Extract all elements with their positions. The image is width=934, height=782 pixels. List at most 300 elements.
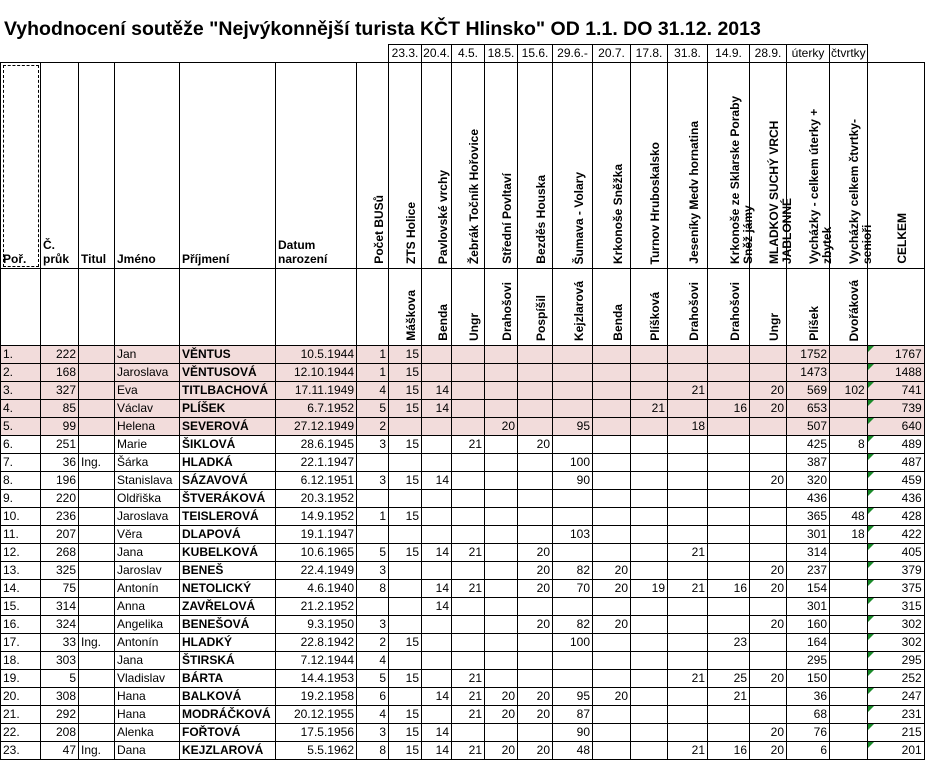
cell-event-points[interactable]: 15 xyxy=(389,742,422,760)
cell-event-points[interactable]: 14 xyxy=(422,580,452,598)
cell-event-points[interactable] xyxy=(422,454,452,472)
cell-event-points[interactable] xyxy=(593,364,631,382)
cell-event-points[interactable] xyxy=(518,670,553,688)
cell-event-points[interactable] xyxy=(553,544,593,562)
cell-walks-tuesday[interactable]: 653 xyxy=(787,400,830,418)
cell-event-points[interactable] xyxy=(668,562,708,580)
cell-event-points[interactable] xyxy=(668,598,708,616)
cell-event-points[interactable] xyxy=(422,364,452,382)
cell-birth-date[interactable]: 17.11.1949 xyxy=(276,382,357,400)
header-bus-count[interactable] xyxy=(357,63,389,269)
cell-event-points[interactable] xyxy=(631,598,668,616)
cell-walks-tuesday[interactable]: 314 xyxy=(787,544,830,562)
cell-event-points[interactable] xyxy=(708,346,750,364)
cell-event-points[interactable]: 15 xyxy=(389,346,422,364)
cell-event-points[interactable] xyxy=(631,526,668,544)
cell-event-points[interactable] xyxy=(485,490,518,508)
event-leader[interactable] xyxy=(389,269,422,346)
cell-event-points[interactable]: 90 xyxy=(553,472,593,490)
cell-event-points[interactable]: 82 xyxy=(553,562,593,580)
cell-event-points[interactable]: 15 xyxy=(389,472,422,490)
cell-total[interactable]: 379 xyxy=(867,562,924,580)
cell-birth-date[interactable]: 12.10.1944 xyxy=(276,364,357,382)
cell-walks-tuesday[interactable]: 68 xyxy=(787,706,830,724)
cell-first-name[interactable]: Eva xyxy=(115,382,180,400)
cell-event-points[interactable] xyxy=(631,472,668,490)
cell-event-points[interactable] xyxy=(422,670,452,688)
cell-bus-count[interactable]: 4 xyxy=(357,652,389,670)
cell-first-name[interactable]: Stanislava xyxy=(115,472,180,490)
cell-event-points[interactable]: 16 xyxy=(708,580,750,598)
cell-event-points[interactable] xyxy=(593,634,631,652)
cell-event-points[interactable] xyxy=(389,688,422,706)
cell-event-points[interactable]: 21 xyxy=(668,742,708,760)
event-leader[interactable] xyxy=(422,269,452,346)
cell-walks-thursday[interactable] xyxy=(830,472,868,490)
cell-event-points[interactable]: 20 xyxy=(485,688,518,706)
cell-card-number[interactable]: 208 xyxy=(41,724,79,742)
cell-rank[interactable]: 11. xyxy=(1,526,41,544)
cell-event-points[interactable] xyxy=(631,364,668,382)
cell-walks-tuesday[interactable]: 301 xyxy=(787,526,830,544)
cell-event-points[interactable] xyxy=(518,652,553,670)
cell-event-points[interactable] xyxy=(631,436,668,454)
cell-event-points[interactable] xyxy=(452,382,485,400)
cell-event-points[interactable] xyxy=(668,634,708,652)
cell-card-number[interactable]: 99 xyxy=(41,418,79,436)
cell-card-number[interactable]: 220 xyxy=(41,490,79,508)
empty-cell[interactable] xyxy=(1,269,41,346)
cell-rank[interactable]: 2. xyxy=(1,364,41,382)
cell-card-number[interactable]: 268 xyxy=(41,544,79,562)
event-leader[interactable] xyxy=(750,269,787,346)
cell-walks-tuesday[interactable]: 160 xyxy=(787,616,830,634)
cell-walks-tuesday[interactable]: 150 xyxy=(787,670,830,688)
cell-rank[interactable]: 15. xyxy=(1,598,41,616)
cell-total[interactable]: 640 xyxy=(867,418,924,436)
cell-event-points[interactable] xyxy=(518,472,553,490)
event-date[interactable]: úterky xyxy=(787,45,830,63)
cell-event-points[interactable]: 20 xyxy=(593,616,631,634)
cell-surname[interactable]: KUBELKOVÁ xyxy=(180,544,276,562)
cell-title[interactable] xyxy=(79,382,115,400)
cell-title[interactable] xyxy=(79,706,115,724)
cell-event-points[interactable]: 20 xyxy=(750,616,787,634)
cell-event-points[interactable] xyxy=(631,508,668,526)
cell-event-points[interactable] xyxy=(452,526,485,544)
cell-event-points[interactable] xyxy=(750,346,787,364)
cell-event-points[interactable]: 16 xyxy=(708,400,750,418)
cell-event-points[interactable] xyxy=(593,670,631,688)
cell-walks-thursday[interactable] xyxy=(830,490,868,508)
event-date[interactable]: 20.4. xyxy=(422,45,452,63)
cell-event-points[interactable] xyxy=(518,724,553,742)
cell-event-points[interactable]: 70 xyxy=(553,580,593,598)
cell-event-points[interactable]: 20 xyxy=(485,418,518,436)
cell-birth-date[interactable]: 4.6.1940 xyxy=(276,580,357,598)
cell-surname[interactable]: BALKOVÁ xyxy=(180,688,276,706)
cell-event-points[interactable] xyxy=(452,418,485,436)
cell-rank[interactable]: 1. xyxy=(1,346,41,364)
cell-event-points[interactable] xyxy=(593,472,631,490)
cell-event-points[interactable] xyxy=(668,436,708,454)
cell-card-number[interactable]: 222 xyxy=(41,346,79,364)
cell-walks-thursday[interactable] xyxy=(830,616,868,634)
event-date[interactable]: 29.6.- xyxy=(553,45,593,63)
cell-rank[interactable]: 6. xyxy=(1,436,41,454)
cell-event-points[interactable] xyxy=(593,400,631,418)
cell-first-name[interactable]: Jaroslava xyxy=(115,364,180,382)
cell-event-points[interactable] xyxy=(422,634,452,652)
cell-event-points[interactable]: 14 xyxy=(422,598,452,616)
cell-first-name[interactable]: Věra xyxy=(115,526,180,544)
cell-birth-date[interactable]: 19.1.1947 xyxy=(276,526,357,544)
cell-walks-tuesday[interactable]: 320 xyxy=(787,472,830,490)
cell-surname[interactable]: MODRÁČKOVÁ xyxy=(180,706,276,724)
cell-event-points[interactable]: 100 xyxy=(553,634,593,652)
empty-cell[interactable] xyxy=(867,269,924,346)
cell-total[interactable]: 405 xyxy=(867,544,924,562)
cell-title[interactable]: Ing. xyxy=(79,454,115,472)
cell-walks-thursday[interactable] xyxy=(830,724,868,742)
event-leader[interactable] xyxy=(668,269,708,346)
cell-event-points[interactable] xyxy=(452,562,485,580)
cell-total[interactable]: 1767 xyxy=(867,346,924,364)
cell-rank[interactable]: 23. xyxy=(1,742,41,760)
cell-walks-thursday[interactable] xyxy=(830,742,868,760)
cell-birth-date[interactable]: 27.12.1949 xyxy=(276,418,357,436)
cell-first-name[interactable]: Jana xyxy=(115,544,180,562)
cell-walks-tuesday[interactable]: 387 xyxy=(787,454,830,472)
cell-rank[interactable]: 9. xyxy=(1,490,41,508)
cell-event-points[interactable]: 21 xyxy=(452,436,485,454)
cell-first-name[interactable]: Angelika xyxy=(115,616,180,634)
cell-event-points[interactable]: 21 xyxy=(708,688,750,706)
cell-event-points[interactable]: 14 xyxy=(422,400,452,418)
cell-bus-count[interactable]: 5 xyxy=(357,544,389,562)
cell-title[interactable] xyxy=(79,526,115,544)
cell-event-points[interactable] xyxy=(518,490,553,508)
cell-title[interactable] xyxy=(79,580,115,598)
cell-event-points[interactable] xyxy=(518,364,553,382)
cell-bus-count[interactable]: 3 xyxy=(357,724,389,742)
event-date[interactable]: 18.5. xyxy=(485,45,518,63)
cell-card-number[interactable]: 303 xyxy=(41,652,79,670)
cell-event-points[interactable] xyxy=(750,652,787,670)
cell-birth-date[interactable]: 5.5.1962 xyxy=(276,742,357,760)
cell-event-points[interactable] xyxy=(452,724,485,742)
header-event[interactable] xyxy=(485,63,518,269)
event-leader[interactable] xyxy=(518,269,553,346)
cell-first-name[interactable]: Jaroslava xyxy=(115,508,180,526)
cell-event-points[interactable]: 20 xyxy=(485,742,518,760)
cell-total[interactable]: 741 xyxy=(867,382,924,400)
cell-event-points[interactable] xyxy=(389,616,422,634)
cell-card-number[interactable]: 324 xyxy=(41,616,79,634)
cell-card-number[interactable]: 251 xyxy=(41,436,79,454)
cell-event-points[interactable] xyxy=(452,652,485,670)
header-title[interactable]: Titul xyxy=(79,63,115,269)
cell-rank[interactable]: 5. xyxy=(1,418,41,436)
cell-total[interactable]: 215 xyxy=(867,724,924,742)
cell-surname[interactable]: BENEŠ xyxy=(180,562,276,580)
cell-event-points[interactable] xyxy=(593,598,631,616)
cell-walks-thursday[interactable] xyxy=(830,580,868,598)
cell-event-points[interactable]: 21 xyxy=(452,580,485,598)
cell-card-number[interactable]: 314 xyxy=(41,598,79,616)
cell-title[interactable]: Ing. xyxy=(79,634,115,652)
cell-event-points[interactable] xyxy=(708,364,750,382)
cell-total[interactable]: 428 xyxy=(867,508,924,526)
cell-event-points[interactable] xyxy=(750,508,787,526)
cell-event-points[interactable]: 15 xyxy=(389,382,422,400)
cell-card-number[interactable]: 5 xyxy=(41,670,79,688)
cell-event-points[interactable] xyxy=(668,652,708,670)
cell-event-points[interactable] xyxy=(593,526,631,544)
cell-first-name[interactable]: Anna xyxy=(115,598,180,616)
cell-event-points[interactable] xyxy=(708,652,750,670)
cell-event-points[interactable]: 21 xyxy=(668,544,708,562)
cell-event-points[interactable] xyxy=(750,526,787,544)
cell-walks-tuesday[interactable]: 425 xyxy=(787,436,830,454)
cell-bus-count[interactable]: 8 xyxy=(357,742,389,760)
cell-walks-tuesday[interactable]: 436 xyxy=(787,490,830,508)
cell-surname[interactable]: DLAPOVÁ xyxy=(180,526,276,544)
cell-event-points[interactable]: 48 xyxy=(553,742,593,760)
cell-walks-tuesday[interactable]: 6 xyxy=(787,742,830,760)
cell-event-points[interactable]: 20 xyxy=(750,670,787,688)
cell-event-points[interactable]: 21 xyxy=(452,688,485,706)
cell-event-points[interactable] xyxy=(422,526,452,544)
cell-event-points[interactable] xyxy=(485,616,518,634)
cell-event-points[interactable] xyxy=(750,688,787,706)
cell-event-points[interactable] xyxy=(631,670,668,688)
cell-rank[interactable]: 10. xyxy=(1,508,41,526)
cell-surname[interactable]: KEJZLAROVÁ xyxy=(180,742,276,760)
cell-event-points[interactable]: 20 xyxy=(518,688,553,706)
cell-event-points[interactable] xyxy=(389,598,422,616)
cell-event-points[interactable] xyxy=(389,580,422,598)
cell-event-points[interactable] xyxy=(668,346,708,364)
cell-card-number[interactable]: 36 xyxy=(41,454,79,472)
header-event[interactable] xyxy=(593,63,631,269)
cell-birth-date[interactable]: 9.3.1950 xyxy=(276,616,357,634)
cell-birth-date[interactable]: 6.12.1951 xyxy=(276,472,357,490)
cell-bus-count[interactable]: 2 xyxy=(357,634,389,652)
cell-event-points[interactable] xyxy=(631,346,668,364)
cell-event-points[interactable] xyxy=(452,346,485,364)
cell-event-points[interactable]: 100 xyxy=(553,454,593,472)
cell-surname[interactable]: VĚNTUSOVÁ xyxy=(180,364,276,382)
cell-surname[interactable]: TITLBACHOVÁ xyxy=(180,382,276,400)
cell-total[interactable]: 422 xyxy=(867,526,924,544)
cell-birth-date[interactable]: 14.4.1953 xyxy=(276,670,357,688)
cell-event-points[interactable] xyxy=(631,616,668,634)
cell-total[interactable]: 1488 xyxy=(867,364,924,382)
cell-rank[interactable]: 18. xyxy=(1,652,41,670)
cell-rank[interactable]: 3. xyxy=(1,382,41,400)
cell-total[interactable]: 302 xyxy=(867,634,924,652)
header-event[interactable] xyxy=(422,63,452,269)
cell-event-points[interactable] xyxy=(452,616,485,634)
cell-event-points[interactable] xyxy=(668,616,708,634)
event-date[interactable]: čtvrtky xyxy=(830,45,868,63)
cell-walks-tuesday[interactable]: 507 xyxy=(787,418,830,436)
cell-event-points[interactable]: 20 xyxy=(750,724,787,742)
event-date[interactable]: 17.8. xyxy=(631,45,668,63)
cell-event-points[interactable] xyxy=(518,508,553,526)
cell-event-points[interactable]: 21 xyxy=(452,544,485,562)
cell-event-points[interactable] xyxy=(750,544,787,562)
cell-walks-thursday[interactable] xyxy=(830,634,868,652)
cell-title[interactable] xyxy=(79,490,115,508)
cell-first-name[interactable]: Jana xyxy=(115,652,180,670)
cell-walks-thursday[interactable] xyxy=(830,562,868,580)
cell-event-points[interactable] xyxy=(518,598,553,616)
cell-event-points[interactable] xyxy=(668,490,708,508)
cell-event-points[interactable] xyxy=(485,526,518,544)
cell-event-points[interactable] xyxy=(422,562,452,580)
cell-event-points[interactable] xyxy=(593,544,631,562)
cell-event-points[interactable]: 95 xyxy=(553,418,593,436)
cell-event-points[interactable] xyxy=(485,346,518,364)
cell-event-points[interactable]: 82 xyxy=(553,616,593,634)
cell-birth-date[interactable]: 10.5.1944 xyxy=(276,346,357,364)
empty-cell[interactable] xyxy=(357,269,389,346)
cell-event-points[interactable] xyxy=(593,724,631,742)
cell-total[interactable]: 375 xyxy=(867,580,924,598)
event-leader[interactable] xyxy=(631,269,668,346)
event-date[interactable]: 20.7. xyxy=(593,45,631,63)
cell-event-points[interactable] xyxy=(750,598,787,616)
cell-event-points[interactable] xyxy=(593,490,631,508)
cell-title[interactable] xyxy=(79,418,115,436)
cell-event-points[interactable]: 21 xyxy=(452,706,485,724)
cell-event-points[interactable] xyxy=(708,418,750,436)
cell-event-points[interactable]: 15 xyxy=(389,364,422,382)
cell-rank[interactable]: 12. xyxy=(1,544,41,562)
cell-rank[interactable]: 7. xyxy=(1,454,41,472)
cell-walks-tuesday[interactable]: 1473 xyxy=(787,364,830,382)
cell-bus-count[interactable]: 5 xyxy=(357,670,389,688)
cell-event-points[interactable] xyxy=(631,382,668,400)
cell-event-points[interactable]: 20 xyxy=(485,706,518,724)
cell-event-points[interactable] xyxy=(485,454,518,472)
cell-event-points[interactable]: 14 xyxy=(422,544,452,562)
cell-event-points[interactable] xyxy=(485,562,518,580)
cell-event-points[interactable] xyxy=(553,670,593,688)
cell-event-points[interactable] xyxy=(708,544,750,562)
cell-event-points[interactable]: 14 xyxy=(422,472,452,490)
cell-event-points[interactable] xyxy=(708,562,750,580)
cell-event-points[interactable]: 21 xyxy=(668,670,708,688)
cell-event-points[interactable]: 18 xyxy=(668,418,708,436)
cell-event-points[interactable] xyxy=(553,364,593,382)
cell-event-points[interactable] xyxy=(631,652,668,670)
cell-bus-count[interactable]: 1 xyxy=(357,346,389,364)
cell-total[interactable]: 247 xyxy=(867,688,924,706)
cell-event-points[interactable] xyxy=(631,724,668,742)
cell-title[interactable] xyxy=(79,346,115,364)
cell-surname[interactable]: ZAVŘELOVÁ xyxy=(180,598,276,616)
cell-event-points[interactable] xyxy=(593,706,631,724)
cell-event-points[interactable] xyxy=(518,346,553,364)
cell-event-points[interactable]: 20 xyxy=(518,616,553,634)
cell-event-points[interactable]: 20 xyxy=(750,562,787,580)
cell-event-points[interactable] xyxy=(553,490,593,508)
cell-surname[interactable]: SÁZAVOVÁ xyxy=(180,472,276,490)
cell-birth-date[interactable]: 10.6.1965 xyxy=(276,544,357,562)
cell-card-number[interactable]: 236 xyxy=(41,508,79,526)
header-walks-tuesday[interactable] xyxy=(787,63,834,269)
cell-event-points[interactable]: 14 xyxy=(422,724,452,742)
cell-event-points[interactable] xyxy=(668,454,708,472)
cell-event-points[interactable] xyxy=(422,490,452,508)
cell-bus-count[interactable]: 3 xyxy=(357,436,389,454)
header-walks-thursday[interactable] xyxy=(830,63,875,269)
cell-rank[interactable]: 13. xyxy=(1,562,41,580)
cell-event-points[interactable]: 15 xyxy=(389,508,422,526)
cell-event-points[interactable] xyxy=(631,742,668,760)
cell-event-points[interactable]: 15 xyxy=(389,436,422,454)
cell-rank[interactable]: 19. xyxy=(1,670,41,688)
cell-walks-tuesday[interactable]: 154 xyxy=(787,580,830,598)
cell-event-points[interactable] xyxy=(593,652,631,670)
cell-event-points[interactable] xyxy=(593,742,631,760)
cell-event-points[interactable] xyxy=(708,526,750,544)
cell-event-points[interactable] xyxy=(750,634,787,652)
cell-bus-count[interactable]: 4 xyxy=(357,382,389,400)
cell-surname[interactable]: NETOLICKÝ xyxy=(180,580,276,598)
cell-event-points[interactable] xyxy=(485,652,518,670)
cell-event-points[interactable] xyxy=(452,364,485,382)
event-date[interactable]: 28.9. xyxy=(750,45,787,63)
cell-first-name[interactable]: Václav xyxy=(115,400,180,418)
cell-first-name[interactable]: Jan xyxy=(115,346,180,364)
cell-event-points[interactable]: 90 xyxy=(553,724,593,742)
cell-event-points[interactable]: 14 xyxy=(422,688,452,706)
cell-first-name[interactable]: Helena xyxy=(115,418,180,436)
empty-cell[interactable] xyxy=(115,269,180,346)
cell-event-points[interactable] xyxy=(485,598,518,616)
cell-walks-tuesday[interactable]: 295 xyxy=(787,652,830,670)
cell-title[interactable] xyxy=(79,616,115,634)
cell-title[interactable] xyxy=(79,562,115,580)
cell-event-points[interactable] xyxy=(389,490,422,508)
cell-surname[interactable]: BÁRTA xyxy=(180,670,276,688)
cell-bus-count[interactable]: 3 xyxy=(357,562,389,580)
header-surname[interactable]: Příjmení xyxy=(180,63,276,269)
cell-event-points[interactable] xyxy=(518,634,553,652)
cell-event-points[interactable] xyxy=(485,364,518,382)
cell-total[interactable]: 302 xyxy=(867,616,924,634)
cell-bus-count[interactable]: 4 xyxy=(357,706,389,724)
cell-event-points[interactable] xyxy=(631,418,668,436)
cell-first-name[interactable]: Dana xyxy=(115,742,180,760)
cell-total[interactable]: 489 xyxy=(867,436,924,454)
cell-event-points[interactable]: 20 xyxy=(750,382,787,400)
cell-bus-count[interactable]: 2 xyxy=(357,418,389,436)
cell-title[interactable] xyxy=(79,400,115,418)
cell-surname[interactable]: SEVEROVÁ xyxy=(180,418,276,436)
cell-surname[interactable]: TEISLEROVÁ xyxy=(180,508,276,526)
cell-birth-date[interactable]: 19.2.1958 xyxy=(276,688,357,706)
cell-event-points[interactable]: 20 xyxy=(750,742,787,760)
cell-event-points[interactable] xyxy=(708,454,750,472)
cell-title[interactable] xyxy=(79,598,115,616)
cell-bus-count[interactable] xyxy=(357,490,389,508)
cell-surname[interactable]: ŠTIRSKÁ xyxy=(180,652,276,670)
